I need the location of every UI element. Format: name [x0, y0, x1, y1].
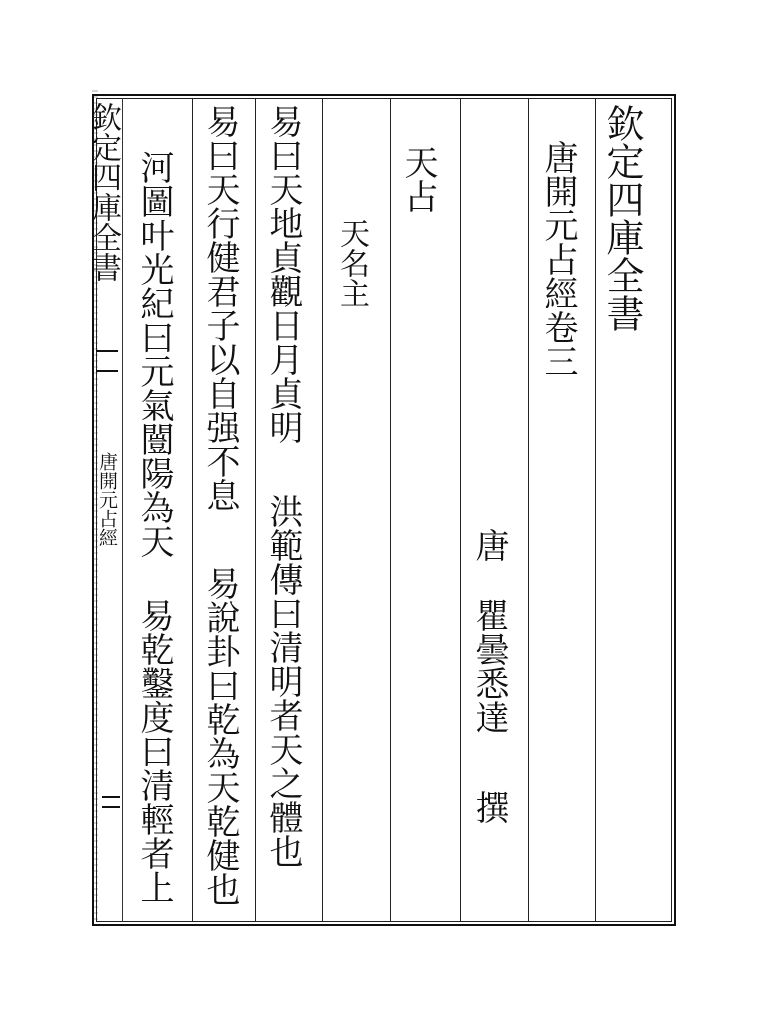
column-line-2	[255, 98, 256, 922]
column-line-4	[390, 98, 391, 922]
edge-book-title: 唐開元占經	[96, 452, 118, 547]
column-line-5	[460, 98, 461, 922]
author-name: 瞿曇悉達	[469, 598, 509, 734]
book-title: 唐開元占經卷三	[538, 140, 578, 378]
body-line-3: 河圖叶光紀曰元氣闓陽為天	[134, 150, 174, 558]
edge-collection-title: 欽定四庫全書	[86, 102, 121, 282]
body-line-1: 易曰天地貞觀日月貞明	[263, 104, 303, 444]
author-dynasty: 唐	[469, 528, 509, 562]
body-line-3-note: 易乾鑿度曰清輕者上	[134, 598, 174, 904]
column-line-7	[595, 98, 596, 922]
page-frame-inner	[96, 98, 672, 922]
section-title: 天占	[398, 145, 438, 213]
column-line-3	[322, 98, 323, 922]
subsection-title: 天名主	[334, 218, 369, 308]
page-number-mark	[102, 796, 120, 808]
collection-title: 欽定四庫全書	[600, 104, 644, 332]
fishtail-marker	[96, 350, 118, 372]
column-line-6	[528, 98, 529, 922]
body-line-2-note: 易說卦曰乾為天乾健也	[200, 566, 240, 906]
body-line-1-note: 洪範傳曰清明者天之體也	[263, 494, 303, 868]
column-line-1	[192, 98, 193, 922]
margin-divider	[122, 98, 123, 922]
author-role: 撰	[469, 790, 509, 824]
body-line-2: 易曰天行健君子以自强不息	[200, 104, 240, 512]
